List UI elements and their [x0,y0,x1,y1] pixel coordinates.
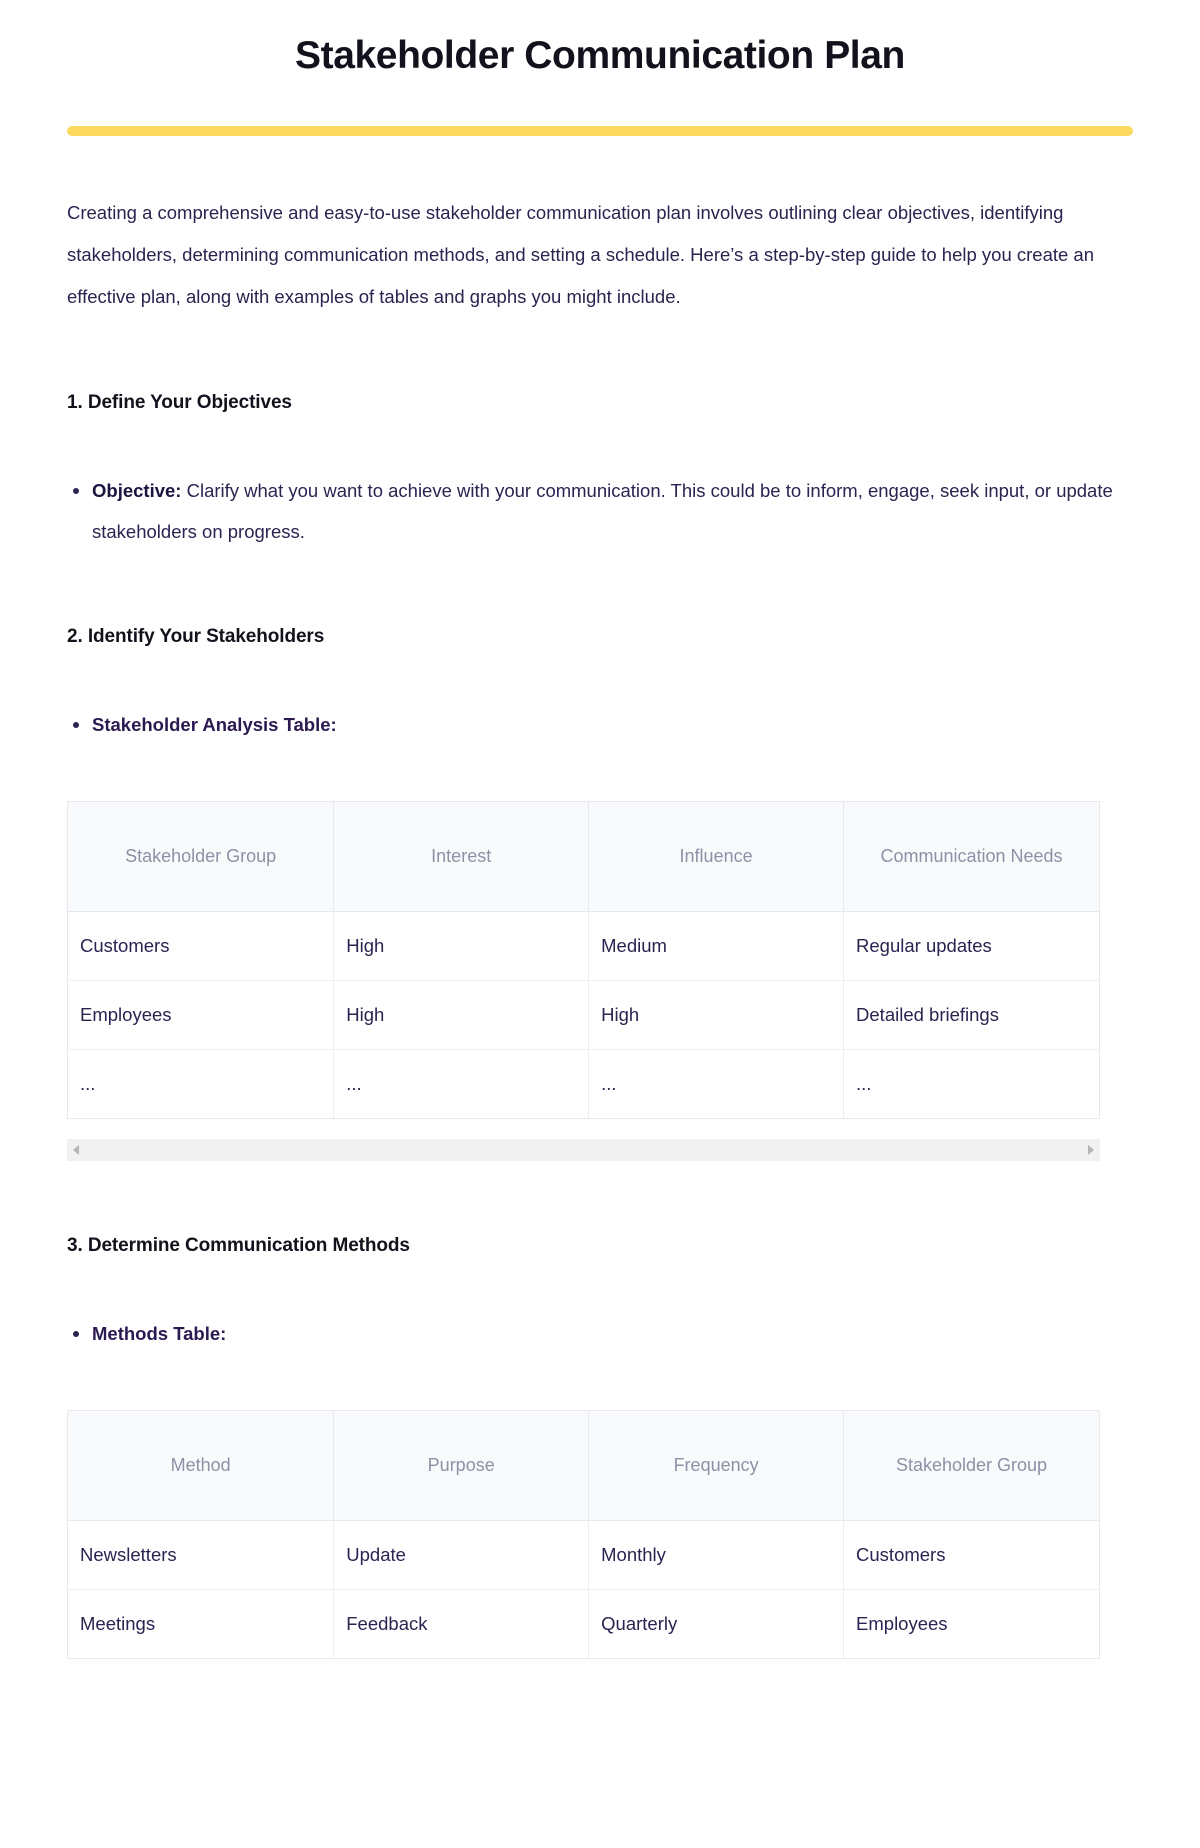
cell-stakeholder-group: Customers [844,1520,1100,1589]
cell-communication-needs: Detailed briefings [844,980,1100,1049]
bullet-label-objective: Objective: [92,479,182,501]
table-body [68,911,1100,1118]
column-header-frequency: Frequency [589,1410,844,1520]
stakeholder-table-wrapper [67,801,1133,1161]
stakeholder-analysis-table [67,801,1100,1119]
title-divider [67,126,1133,136]
cell-interest: High [334,911,589,980]
cell-interest: High [334,980,589,1049]
methods-table [67,1410,1100,1659]
table-row [68,1049,1100,1118]
cell-influence: ... [589,1049,844,1118]
cell-communication-needs: ... [856,1072,872,1094]
table-header [68,801,1100,911]
scroll-right-arrow-icon[interactable] [1088,1145,1094,1155]
column-header-interest: Interest [334,801,589,911]
section-heading-identify-stakeholders: 2. Identify Your Stakeholders [67,625,325,647]
cell-frequency: Monthly [589,1520,844,1589]
page-title: Stakeholder Communication Plan [295,34,905,77]
table-header-row [68,1410,1100,1520]
list-item [67,470,1133,552]
cell-purpose: Feedback [334,1589,589,1658]
cell-interest: ... [334,1049,589,1118]
bullet-text-objective: Clarify what you want to achieve with your communication. This could be to inform, engage, seek input, or update stakeholders on progress. [92,479,1113,542]
table-row [68,1589,1100,1658]
cell-frequency: Quarterly [589,1589,844,1658]
intro-paragraph: Creating a comprehensive and easy-to-use stakeholder communication plan involves outlining clear objectives, identifying stakeholders, determining communication methods, and setting a schedule. Here’s a step-by-step guide to help you create an effective plan, along with examples of tables and graphs you might include. [67,201,1095,307]
list-item [67,704,1133,745]
column-header-influence: Influence [589,801,844,911]
table-row [68,911,1100,980]
cell-purpose: Update [334,1520,589,1589]
cell-stakeholder-group: Employees [856,1612,948,1634]
table-row [68,980,1100,1049]
methods-table-wrapper [67,1410,1133,1659]
cell-influence: Medium [589,911,844,980]
table-header [68,1410,1100,1520]
cell-method: Newsletters [68,1520,334,1589]
bullet-label-stakeholder-analysis-table: Stakeholder Analysis Table: [92,713,337,735]
cell-stakeholder-group: Customers [68,911,334,980]
document-content [0,192,1200,1659]
cell-influence: High [589,980,844,1049]
column-header-stakeholder-group: Stakeholder Group [68,801,334,911]
bullet-label-methods-table: Methods Table: [92,1322,227,1344]
table-header-row [68,801,1100,911]
objectives-bullet-list [67,470,1133,552]
column-header-stakeholder-group: Stakeholder Group [844,1410,1100,1520]
table-body [68,1520,1100,1658]
cell-stakeholder-group: ... [68,1049,334,1118]
cell-stakeholder-group: Employees [68,980,334,1049]
stakeholder-bullet-list [67,704,1133,745]
scroll-left-arrow-icon[interactable] [73,1145,79,1155]
cell-method: Meetings [68,1589,334,1658]
methods-bullet-list [67,1313,1133,1354]
column-header-communication-needs: Communication Needs [844,801,1100,911]
table-horizontal-scrollbar[interactable] [67,1139,1100,1161]
column-header-method: Method [68,1410,334,1520]
column-header-purpose: Purpose [334,1410,589,1520]
table-row [68,1520,1100,1589]
section-heading-define-objectives: 1. Define Your Objectives [67,391,292,413]
list-item [67,1313,1133,1354]
scrollbar-thumb[interactable] [81,1139,1086,1161]
cell-communication-needs: Regular updates [844,911,1100,980]
section-heading-determine-methods: 3. Determine Communication Methods [67,1234,410,1256]
